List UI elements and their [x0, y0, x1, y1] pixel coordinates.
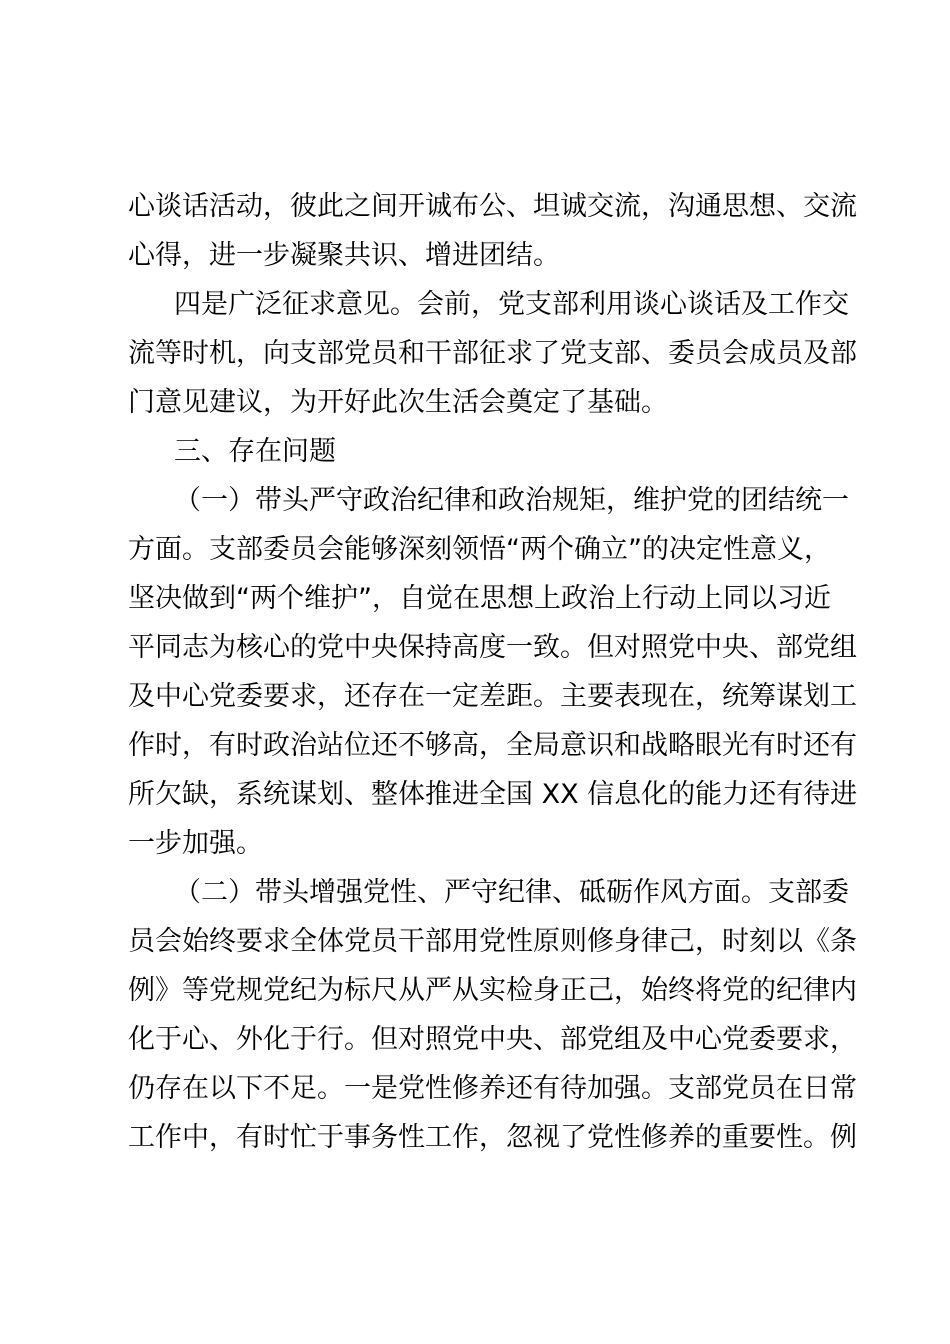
text-line: 流等时机，向支部党员和干部征求了党支部、委员会成员及部 [128, 338, 857, 369]
text-line: 坚决做到“两个维护”，自觉在思想上政治上行动上同以习近 [128, 583, 831, 614]
document-body [128, 182, 858, 1162]
text-line: 方面。支部委员会能够深刻领悟“两个确立”的决定性意义， [128, 534, 831, 565]
text-line: 工作中，有时忙于事务性工作，忽视了党性修养的重要性。例 [128, 1122, 857, 1153]
text-line: 四是广泛征求意见。会前，党支部利用谈心谈话及工作交 [174, 289, 849, 320]
text-line: 门意见建议，为开好此次生活会奠定了基础。 [128, 387, 668, 418]
text-line: 平同志为核心的党中央保持高度一致。但对照党中央、部党组 [128, 632, 857, 663]
text-line: 作时，有时政治站位还不够高，全局意识和战略眼光有时还有 [128, 730, 857, 761]
text-line: （一）带头严守政治纪律和政治规矩，维护党的团结统一 [174, 485, 849, 516]
text-line: （二）带头增强党性、严守纪律、砥砺作风方面。支部委 [174, 877, 849, 908]
text-line: 例》等党规党纪为标尺从严从实检身正己，始终将党的纪律内 [128, 975, 857, 1006]
text-line: 所欠缺，系统谋划、整体推进全国 XX 信息化的能力还有待进 [128, 779, 858, 810]
text-line: 心谈话活动，彼此之间开诚布公、坦诚交流，沟通思想、交流 [128, 191, 857, 222]
text-line: 心得，进一步凝聚共识、增进团结。 [128, 240, 560, 271]
text-line: 化于心、外化于行。但对照党中央、部党组及中心党委要求， [128, 1024, 857, 1055]
text-line: 员会始终要求全体党员干部用党性原则修身律己，时刻以《条 [128, 926, 857, 957]
section-heading: 三、存在问题 [174, 436, 336, 467]
text-line: 仍存在以下不足。一是党性修养还有待加强。支部党员在日常 [128, 1073, 857, 1104]
text-line: 一步加强。 [128, 828, 263, 859]
text-line: 及中心党委要求，还存在一定差距。主要表现在，统筹谋划工 [128, 681, 857, 712]
